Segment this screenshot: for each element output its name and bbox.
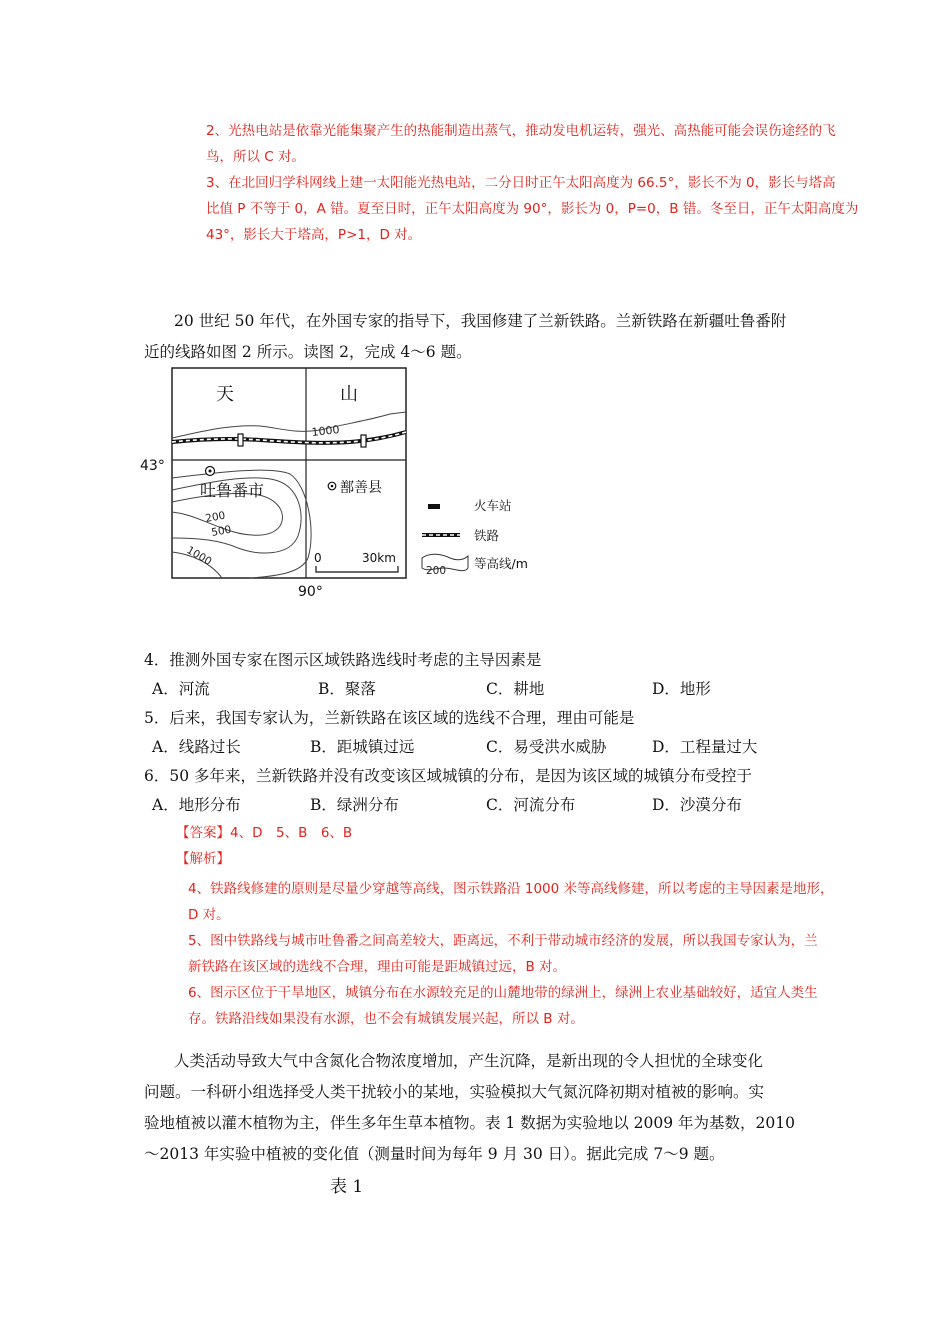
scale-label-30km: 30km	[362, 551, 396, 565]
analysis-title: 【解析】	[176, 851, 230, 867]
question-5-option-a: A．线路过长	[152, 738, 241, 756]
question-6-option-b: B．绿洲分布	[310, 796, 399, 814]
label-contour-500: 500	[210, 523, 233, 539]
questions-block	[144, 646, 904, 826]
question-5-option-d: D．工程量过大	[652, 738, 758, 756]
scale-bar	[316, 566, 398, 572]
analysis-line: D 对。	[188, 907, 230, 923]
train-station-marker	[361, 435, 366, 447]
table-caption: 表 1	[330, 1177, 364, 1197]
question-6-stem: 6．50 多年来，兰新铁路并没有改变该区域城镇的分布，是因为该区域的城镇分布受控于	[144, 767, 753, 785]
question-4-option-c: C．耕地	[486, 680, 545, 698]
question-4-option-b: B．聚落	[318, 680, 376, 698]
intro-paragraph-2	[144, 1046, 795, 1170]
label-latitude-43: 43°	[140, 458, 165, 474]
legend-station-label: 火车站	[474, 498, 512, 513]
label-turpan: 吐鲁番市	[200, 481, 265, 500]
intro-line: ～2013 年实验中植被的变化值（测量时间为每年 9 月 30 日）。据此完成 7～9 题。	[144, 1145, 725, 1163]
county-shanshan-marker-dot	[331, 485, 334, 488]
explanation-line: 2、光热电站是依靠光能集聚产生的热能制造出蒸气，推动发电机运转，强光、高热能可能会误伤途经的飞	[206, 123, 836, 139]
legend-contour-value: 200	[426, 565, 447, 577]
explanation-line: 3、在北回归学科网线上建一太阳能光热电站，二分日时正午太阳高度为 66.5°，影长不为 0，影长与塔高	[206, 175, 836, 191]
intro-paragraph-1	[144, 306, 787, 368]
answer-block	[176, 820, 352, 872]
question-5-option-c: C．易受洪水威胁	[486, 738, 607, 756]
intro-line: 问题。一科研小组选择受人类干扰较小的某地，实验模拟大气氮沉降初期对植被的影响。实	[144, 1083, 765, 1101]
intro-line: 验地植被以灌木植物为主，伴生多年生草本植物。表 1 数据为实验地以 2009 年为基数，2010	[144, 1114, 795, 1132]
analysis-line: 存。铁路沿线如果没有水源，也不会有城镇发展兴起，所以 B 对。	[188, 1011, 584, 1027]
label-contour-200: 200	[204, 509, 227, 525]
analysis-line: 6、图示区位于干旱地区，城镇分布在水源较充足的山麓地带的绿洲上，绿洲上农业基础较好，适宜人类生	[188, 985, 818, 1001]
label-contour-1000-bottom: 1000	[184, 544, 214, 568]
question-4-option-a: A．河流	[152, 680, 210, 698]
legend-station-icon	[428, 504, 440, 509]
question-4-stem: 4．推测外国专家在图示区域铁路选线时考虑的主导因素是	[144, 651, 542, 669]
question-6-option-d: D．沙漠分布	[652, 796, 742, 814]
label-shan: 山	[340, 384, 358, 405]
explanation-line: 比值 P 不等于 0，A 错。夏至日时，正午太阳高度为 90°，影长为 0，P=0，B 错。冬至日，正午太阳高度为	[206, 201, 859, 217]
contour-1000-north	[172, 412, 406, 438]
intro-line: 近的线路如图 2 所示。读图 2，完成 4～6 题。	[144, 343, 472, 361]
railway-line	[172, 432, 406, 443]
answer-line: 【答案】4、D 5、B 6、B	[176, 825, 353, 841]
label-longitude-90: 90°	[298, 584, 323, 600]
label-contour-1000-top: 1000	[310, 423, 341, 439]
legend-railway-label: 铁路	[474, 528, 500, 543]
railway-map	[130, 362, 550, 602]
label-tian: 天	[216, 384, 234, 405]
question-5-stem: 5．后来，我国专家认为，兰新铁路在该区域的选线不合理，理由可能是	[144, 709, 635, 727]
explanation-line: 鸟，所以 C 对。	[206, 149, 306, 165]
scale-label-0: 0	[314, 551, 322, 565]
question-5-option-b: B．距城镇过远	[310, 738, 415, 756]
question-6-option-c: C．河流分布	[486, 796, 576, 814]
intro-line: 人类活动导致大气中含氮化合物浓度增加，产生沉降，是新出现的令人担忧的全球变化	[174, 1052, 764, 1070]
analysis-block	[188, 876, 834, 1032]
question-6-option-a: A．地形分布	[152, 796, 241, 814]
analysis-line: 新铁路在该区域的选线不合理，理由可能是距城镇过远，B 对。	[188, 959, 567, 975]
label-shanshan: 鄯善县	[340, 480, 382, 496]
explanation-line: 43°，影长大于塔高，P>1，D 对。	[206, 227, 422, 243]
analysis-line: 5、图中铁路线与城市吐鲁番之间高差较大，距离远，不利于带动城市经济的发展，所以我国专家认为，兰	[188, 933, 818, 949]
legend-contour-label: 等高线/m	[474, 556, 528, 571]
city-turpan-marker-dot	[209, 470, 212, 473]
explanation-top	[206, 118, 858, 248]
train-station-marker	[238, 434, 243, 446]
analysis-line: 4、铁路线修建的原则是尽量少穿越等高线，图示铁路沿 1000 米等高线修建，所以考虑的主导因素是地形，	[188, 881, 834, 897]
intro-line: 20 世纪 50 年代，在外国专家的指导下，我国修建了兰新铁路。兰新铁路在新疆吐鲁番附	[174, 312, 787, 330]
question-4-option-d: D．地形	[652, 680, 711, 698]
